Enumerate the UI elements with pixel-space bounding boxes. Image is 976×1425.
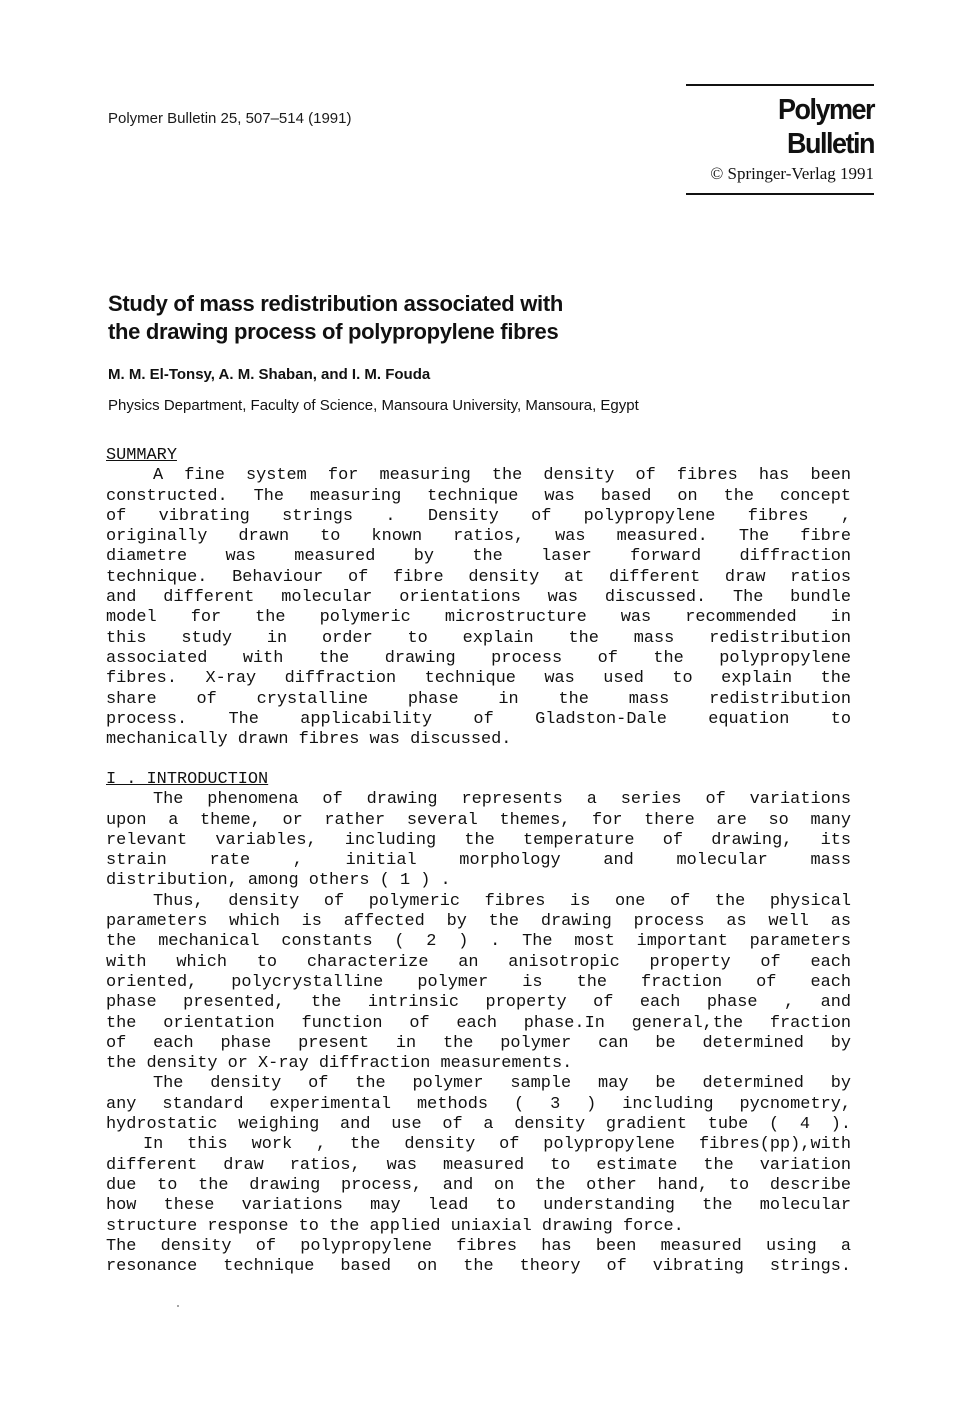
summary-line: process. The applicability of Gladston-Dale equation to [106,709,851,729]
article-authors: M. M. El-Tonsy, A. M. Shaban, and I. M. Fouda [108,366,431,383]
summary-line: and different molecular orientations was discussed. The bundle [106,588,851,608]
introduction-section [106,770,851,1277]
summary-line: diametre was measured by the laser forward diffraction [106,547,851,567]
summary-line: share of crystalline phase in the mass redistribution [106,689,851,709]
introduction-line: phase presented, the intrinsic property of each phase , and [106,993,851,1013]
summary-line: originally drawn to known ratios, was measured. The fibre [106,527,851,547]
introduction-heading: I . INTRODUCTION [106,770,269,789]
journal-masthead [686,84,874,195]
journal-citation: Polymer Bulletin 25, 507–514 (1991) [108,110,352,127]
summary-section [106,446,851,750]
introduction-line: strain rate , initial morphology and molecular mass [106,851,851,871]
summary-line: constructed. The measuring technique was based on the concept [106,486,851,506]
introduction-line: due to the drawing process, and on the other hand, to describe [106,1175,851,1195]
summary-line: technique. Behaviour of fibre density at different draw ratios [106,567,851,587]
summary-line: fibres. X-ray diffraction technique was used to explain the [106,669,851,689]
summary-line: A fine system for measuring the density of fibres has been [153,466,851,486]
summary-line: mechanically drawn fibres was discussed. [106,730,512,750]
introduction-line: the mechanical constants ( 2 ) . The most important parameters [106,932,851,952]
introduction-line: how these variations may lead to understanding the molecular [106,1196,851,1216]
summary-line: associated with the drawing process of the polypropylene [106,648,851,668]
introduction-line: with which to characterize an anisotropic property of each [106,952,851,972]
article-title-line: the drawing process of polypropylene fibres [108,319,559,344]
introduction-line: The density of the polymer sample may be determined by [153,1074,851,1094]
introduction-line: the density or X-ray diffraction measurements. [106,1054,573,1074]
introduction-line: of each phase present in the polymer can be determined by [106,1033,851,1053]
introduction-line: the orientation function of each phase.In general,the fraction [106,1013,851,1033]
summary-line: of vibrating strings . Density of polypropylene fibres , [106,506,851,526]
introduction-line: The phenomena of drawing represents a series of variations [153,790,851,810]
introduction-line: relevant variables, including the temperature of drawing, its [106,830,851,850]
summary-line: model for the polymeric microstructure was recommended in [106,608,851,628]
journal-name: Polymer Bulletin [777,94,874,160]
article-affiliation: Physics Department, Faculty of Science, Mansoura University, Mansoura, Egypt [108,397,639,414]
introduction-line: Thus, density of polymeric fibres is one of the physical [153,891,851,911]
introduction-line: In this work , the density of polypropylene fibres(pp),with [143,1135,851,1155]
introduction-line: any standard experimental methods ( 3 ) including pycnometry, [106,1094,851,1114]
article-title-line: Study of mass redistribution associated with [108,291,563,316]
summary-heading: SUMMARY [106,446,177,465]
introduction-line: upon a theme, or rather several themes, for there are so many [106,810,851,830]
introduction-line: hydrostatic weighing and use of a density gradient tube ( 4 ). [106,1115,851,1135]
introduction-line: The density of polypropylene fibres has been measured using a [106,1236,851,1256]
masthead-top-rule [686,84,874,86]
article-title [108,290,808,346]
summary-line: this study in order to explain the mass redistribution [106,628,851,648]
introduction-line: resonance technique based on the theory of vibrating strings. [106,1257,851,1277]
scan-speck [177,1305,179,1307]
introduction-line: structure response to the applied uniaxial drawing force. [106,1216,684,1236]
introduction-line: oriented, polycrystalline polymer is the fraction of each [106,972,851,992]
introduction-line: parameters which is affected by the drawing process as well as [106,912,851,932]
introduction-line: distribution, among others ( 1 ) . [106,871,451,891]
masthead-bottom-rule [686,193,874,195]
introduction-line: different draw ratios, was measured to estimate the variation [106,1155,851,1175]
publisher-copyright: © Springer-Verlag 1991 [710,164,874,183]
